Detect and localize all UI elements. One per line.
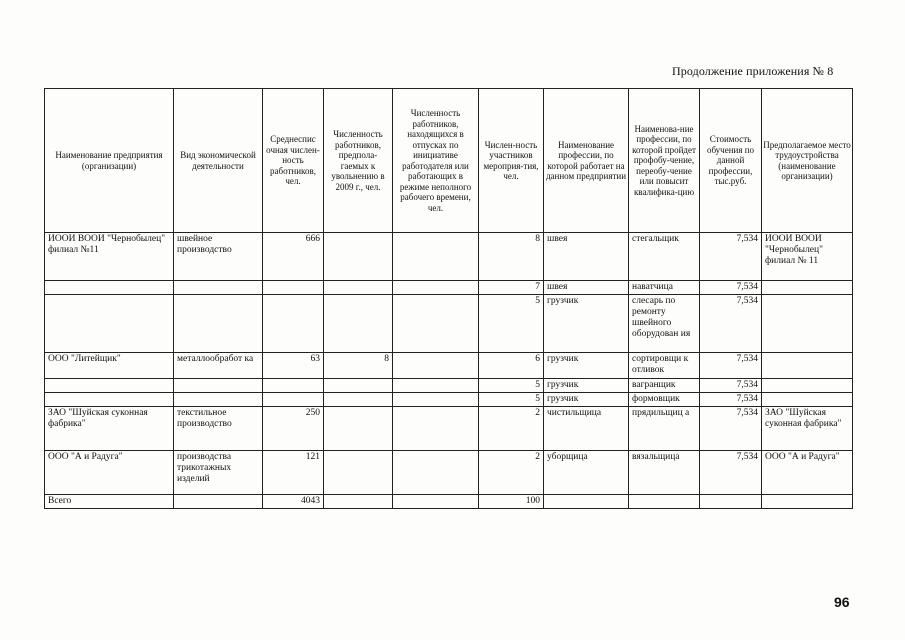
cell-enterprise <box>45 393 174 407</box>
cell-training-cost: 7,534 <box>700 353 762 379</box>
col-header-planned-dismissals: Численность работников, предпола-гаемых к увольнению в 2009 г., чел. <box>324 89 393 233</box>
cell-current-profession: грузчик <box>544 295 629 353</box>
col-header-training-profession: Наименова-ние профессии, по которой пройдет профобу-чение, переобу-чение или повысит квалифика-цию <box>629 89 700 233</box>
cell-training-cost: 7,534 <box>700 451 762 495</box>
col-header-on-leave: Численность работников, находящихся в отпусках по инициативе работодателя или работающих в режиме неполного рабочего времени, чел. <box>393 89 479 233</box>
cell-planned-dismissals <box>324 451 393 495</box>
cell-activity: металлообработ ка <box>174 353 263 379</box>
cell-avg-headcount: 250 <box>263 407 324 451</box>
col-header-enterprise: Наименование предприятия (организации) <box>45 89 174 233</box>
cell-current-profession: грузчик <box>544 379 629 393</box>
table-row <box>45 495 853 509</box>
cell-participants: 5 <box>479 379 544 393</box>
table-row <box>45 379 853 393</box>
cell-enterprise <box>45 281 174 295</box>
table-row <box>45 451 853 495</box>
table-row <box>45 295 853 353</box>
cell-future-employer <box>762 281 853 295</box>
cell-training-profession: формовщик <box>629 393 700 407</box>
appendix-caption: Продолжение приложения № 8 <box>672 64 834 78</box>
cell-participants: 2 <box>479 407 544 451</box>
cell-activity <box>174 379 263 393</box>
cell-on-leave <box>393 379 479 393</box>
table-body <box>45 233 853 509</box>
table-row <box>45 353 853 379</box>
cell-avg-headcount <box>263 379 324 393</box>
table-row <box>45 233 853 281</box>
cell-training-profession <box>629 495 700 509</box>
cell-training-cost: 7,534 <box>700 379 762 393</box>
cell-training-profession: вагранщик <box>629 379 700 393</box>
cell-participants: 5 <box>479 295 544 353</box>
cell-planned-dismissals <box>324 379 393 393</box>
cell-current-profession: швея <box>544 281 629 295</box>
col-header-training-cost: Стоимость обучения по данной профессии, тыс.руб. <box>700 89 762 233</box>
cell-on-leave <box>393 407 479 451</box>
cell-on-leave <box>393 281 479 295</box>
cell-activity: швейное производство <box>174 233 263 281</box>
cell-training-cost: 7,534 <box>700 295 762 353</box>
cell-activity <box>174 393 263 407</box>
cell-future-employer <box>762 353 853 379</box>
table-row <box>45 281 853 295</box>
cell-participants: 8 <box>479 233 544 281</box>
cell-training-cost <box>700 495 762 509</box>
cell-avg-headcount: 4043 <box>263 495 324 509</box>
page-number: 96 <box>834 594 850 610</box>
cell-on-leave <box>393 295 479 353</box>
cell-participants: 6 <box>479 353 544 379</box>
cell-future-employer: ИООИ ВООИ "Чернобылец" филиал № 11 <box>762 233 853 281</box>
cell-on-leave <box>393 233 479 281</box>
cell-training-cost: 7,534 <box>700 393 762 407</box>
cell-current-profession: грузчик <box>544 353 629 379</box>
cell-future-employer <box>762 295 853 353</box>
cell-avg-headcount <box>263 295 324 353</box>
cell-current-profession <box>544 495 629 509</box>
cell-on-leave <box>393 353 479 379</box>
cell-enterprise: ООО "Литейщик" <box>45 353 174 379</box>
cell-planned-dismissals <box>324 281 393 295</box>
cell-enterprise: ЗАО "Шуйская суконная фабрика" <box>45 407 174 451</box>
cell-planned-dismissals: 8 <box>324 353 393 379</box>
cell-training-profession: наватчица <box>629 281 700 295</box>
cell-planned-dismissals <box>324 495 393 509</box>
cell-participants: 7 <box>479 281 544 295</box>
cell-training-cost: 7,534 <box>700 281 762 295</box>
col-header-future-employer: Предполагаемое место трудоустройства (наименование организации) <box>762 89 853 233</box>
cell-planned-dismissals <box>324 393 393 407</box>
cell-planned-dismissals <box>324 233 393 281</box>
table-row <box>45 407 853 451</box>
cell-enterprise: Всего <box>45 495 174 509</box>
cell-training-cost: 7,534 <box>700 407 762 451</box>
cell-avg-headcount <box>263 281 324 295</box>
cell-future-employer <box>762 393 853 407</box>
cell-future-employer: ЗАО "Шуйская суконная фабрика" <box>762 407 853 451</box>
cell-avg-headcount: 63 <box>263 353 324 379</box>
cell-avg-headcount: 121 <box>263 451 324 495</box>
cell-avg-headcount: 666 <box>263 233 324 281</box>
cell-future-employer: ООО "А и Радуга" <box>762 451 853 495</box>
cell-participants: 100 <box>479 495 544 509</box>
cell-training-profession: слесарь по ремонту швейного оборудован ия <box>629 295 700 353</box>
cell-activity: производства трикотажных изделий <box>174 451 263 495</box>
col-header-current-profession: Наименование профессии, по которой работает на данном предприятии <box>544 89 629 233</box>
col-header-participants: Числен-ность участников мероприя-тия, чел. <box>479 89 544 233</box>
cell-training-profession: сортировщи к отливок <box>629 353 700 379</box>
cell-activity <box>174 281 263 295</box>
cell-enterprise: ООО "А и Радуга" <box>45 451 174 495</box>
cell-current-profession: швея <box>544 233 629 281</box>
cell-avg-headcount <box>263 393 324 407</box>
cell-planned-dismissals <box>324 295 393 353</box>
cell-on-leave <box>393 495 479 509</box>
cell-future-employer <box>762 379 853 393</box>
cell-participants: 2 <box>479 451 544 495</box>
cell-current-profession: уборщица <box>544 451 629 495</box>
table-row <box>45 393 853 407</box>
cell-current-profession: чистильщица <box>544 407 629 451</box>
cell-activity: текстильное производство <box>174 407 263 451</box>
cell-on-leave <box>393 393 479 407</box>
cell-training-profession: прядильщиц а <box>629 407 700 451</box>
cell-enterprise <box>45 379 174 393</box>
cell-on-leave <box>393 451 479 495</box>
cell-planned-dismissals <box>324 407 393 451</box>
cell-training-profession: стегальщик <box>629 233 700 281</box>
cell-enterprise <box>45 295 174 353</box>
employment-table <box>44 88 853 509</box>
cell-current-profession: грузчик <box>544 393 629 407</box>
col-header-activity: Вид экономической деятельности <box>174 89 263 233</box>
cell-training-cost: 7,534 <box>700 233 762 281</box>
cell-participants: 5 <box>479 393 544 407</box>
cell-future-employer <box>762 495 853 509</box>
header-row <box>45 89 853 233</box>
cell-activity <box>174 495 263 509</box>
col-header-avg-headcount: Среднеспис очная числен-ность работников, чел. <box>263 89 324 233</box>
cell-activity <box>174 295 263 353</box>
cell-training-profession: вязальщица <box>629 451 700 495</box>
cell-enterprise: ИООИ ВООИ "Чернобылец" филиал №11 <box>45 233 174 281</box>
